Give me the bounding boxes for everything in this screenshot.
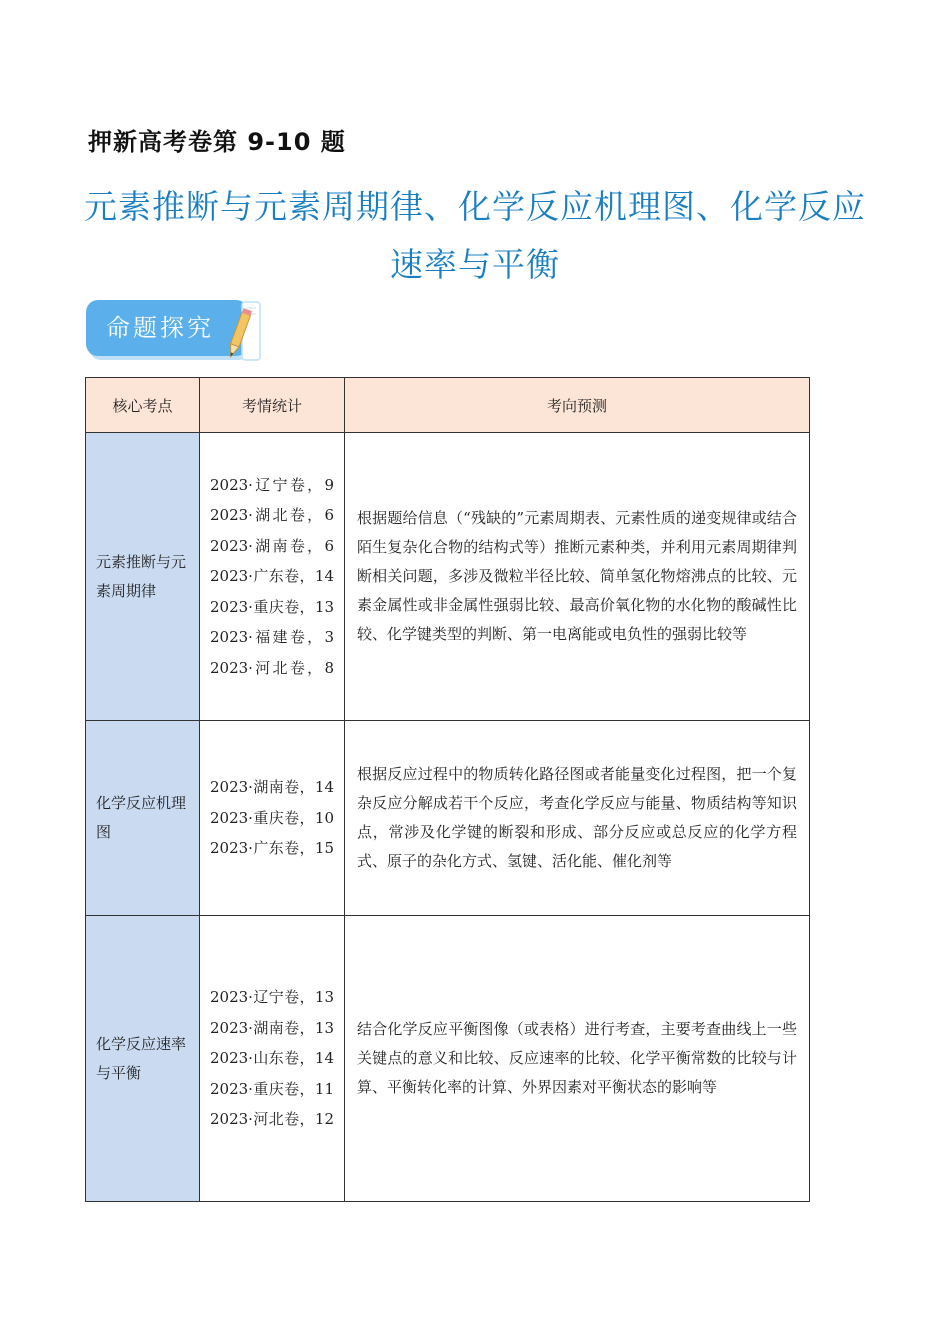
stat-entry: 2023·广东卷，14: [210, 567, 334, 586]
table-row: [86, 433, 810, 721]
stat-entry: 2023·河北卷，12: [210, 1110, 334, 1129]
prediction-cell: 结合化学反应平衡图像（或表格）进行考查，主要考查曲线上一些关键点的意义和比较、反应速率的比较、化学平衡常数的比较与计算、平衡转化率的计算、外界因素对平衡状态的影响等: [345, 916, 810, 1202]
column-header: 核心考点: [86, 378, 200, 433]
prediction-cell: 根据题给信息（“残缺的”元素周期表、元素性质的递变规律或结合陌生复杂化合物的结构式等）推断元素种类，并利用元素周期律判断相关问题，多涉及微粒半径比较、简单氢化物熔沸点的比较、元素金属性或非金属性强弱比较、最高价氧化物的水化物的酸碱性比较、化学键类型的判断、第一电离能或电负性的强弱比较等: [345, 433, 810, 721]
table-row: [86, 721, 810, 916]
column-header: 考向预测: [345, 378, 810, 433]
stat-entry: 2023·重庆卷，11: [210, 1079, 334, 1098]
stat-entry: 2023·辽宁卷，13: [210, 988, 334, 1007]
page-title: 元素推断与元素周期律、化学反应机理图、化学反应速率与平衡: [84, 187, 866, 284]
stat-entry: 2023·辽宁卷，9: [210, 475, 334, 494]
topic-cell: 元素推断与元素周期律: [86, 433, 200, 721]
stat-entry: 2023·山东卷，14: [210, 1049, 334, 1068]
prediction-cell: 根据反应过程中的物质转化路径图或者能量变化过程图，把一个复杂反应分解成若干个反应，考查化学反应与能量、物质结构等知识点，常涉及化学键的断裂和形成、部分反应或总反应的化学方程式、原子的杂化方式、氢键、活化能、催化剂等: [345, 721, 810, 916]
topic-cell: 化学反应机理图: [86, 721, 200, 916]
section-label: 押新高考卷第 9-10 题: [88, 128, 346, 156]
stat-entry: 2023·重庆卷，10: [210, 808, 334, 827]
topic-cell: 化学反应速率与平衡: [86, 916, 200, 1202]
stat-entry: 2023·湖南卷，6: [210, 536, 334, 555]
stat-entry: 2023·湖南卷，13: [210, 1018, 334, 1037]
stats-cell: [200, 916, 345, 1202]
pencil-icon: [224, 298, 264, 366]
section-badge: [86, 298, 264, 366]
exam-analysis-table: [85, 377, 810, 1202]
table-header-row: [86, 378, 810, 433]
stat-entry: 2023·福建卷，3: [210, 628, 334, 647]
stat-entry: 2023·湖北卷，6: [210, 506, 334, 525]
stat-entry: 2023·广东卷，15: [210, 839, 334, 858]
stats-cell: [200, 721, 345, 916]
table-row: [86, 916, 810, 1202]
stat-entry: 2023·河北卷，8: [210, 658, 334, 677]
badge-label: 命题探究: [106, 314, 214, 342]
stat-entry: 2023·湖南卷，14: [210, 778, 334, 797]
stat-entry: 2023·重庆卷，13: [210, 597, 334, 616]
stats-cell: [200, 433, 345, 721]
column-header: 考情统计: [200, 378, 345, 433]
